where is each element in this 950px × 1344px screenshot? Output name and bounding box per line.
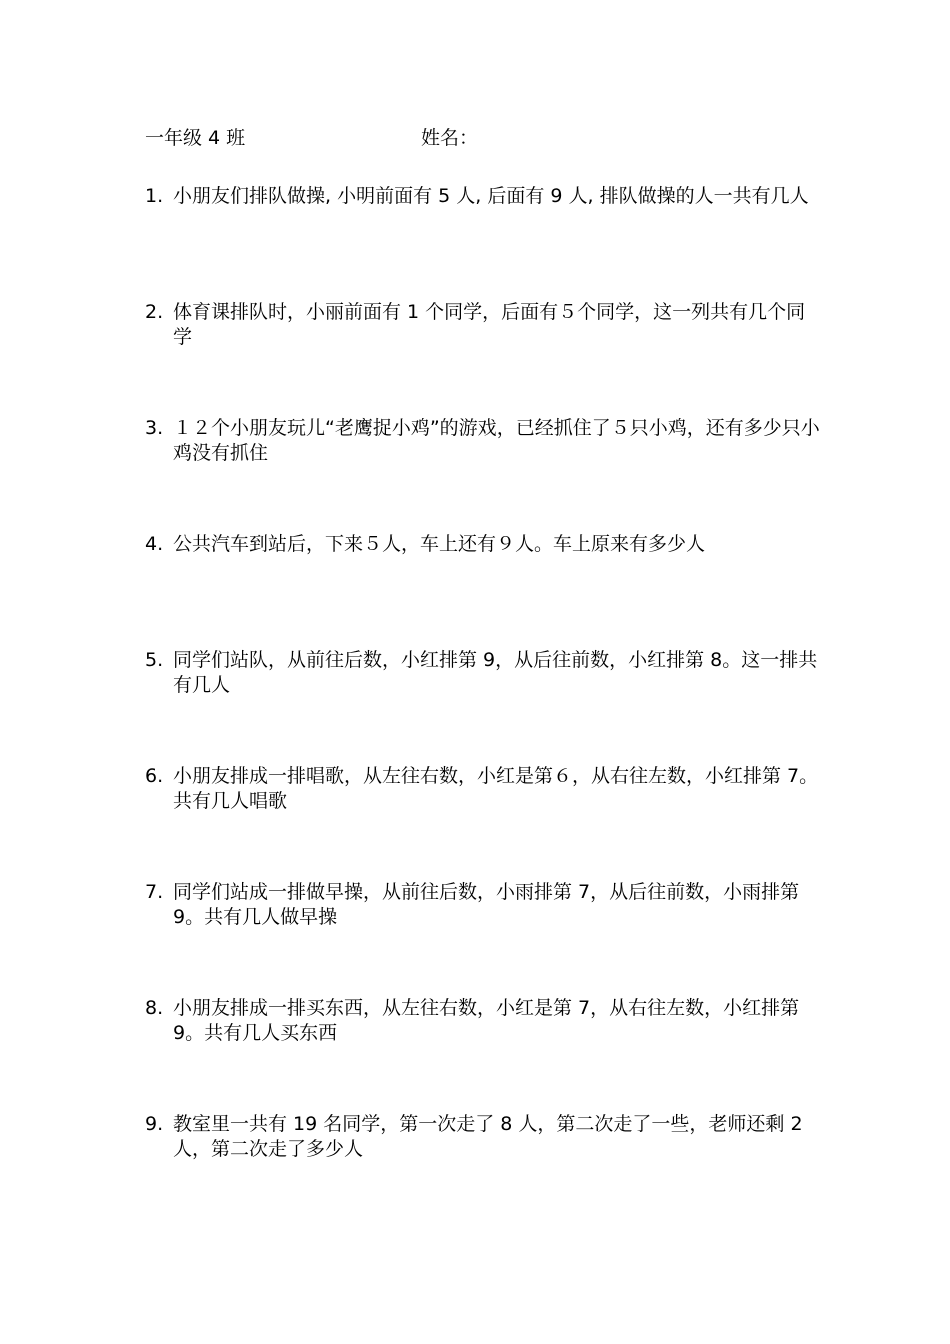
question-number: 8. (145, 997, 164, 1019)
question-number: 6. (145, 765, 164, 787)
question-5 (145, 648, 825, 764)
question-number: 1. (145, 185, 164, 207)
question-text: １２个小朋友玩儿“老鹰捉小鸡”的游戏，已经抓住了５只小鸡，还有多少只小鸡没有抓住 (173, 417, 820, 464)
question-6 (145, 764, 825, 880)
question-text: 小朋友排成一排唱歌，从左往右数，小红是第６，从右往左数，小红排第 7。共有几人唱歌 (173, 765, 819, 812)
class-label: 一年级 4 班 (145, 127, 246, 149)
question-number: 7. (145, 881, 164, 903)
question-1 (145, 184, 825, 300)
question-number: 2. (145, 301, 164, 323)
question-3 (145, 416, 825, 532)
question-4 (145, 532, 825, 648)
question-number: 9. (145, 1113, 164, 1135)
question-text: 同学们站成一排做早操，从前往后数，小雨排第 7，从后往前数，小雨排第 9。共有几人做早操 (173, 881, 800, 928)
question-number: 5. (145, 649, 164, 671)
question-text: 同学们站队，从前往后数，小红排第 9，从后往前数，小红排第 8。这一排共有几人 (173, 649, 818, 696)
question-text: 小朋友排成一排买东西，从左往右数，小红是第 7，从右往左数，小红排第 9。共有几人买东西 (173, 997, 800, 1044)
question-2 (145, 300, 825, 416)
question-9 (145, 1112, 825, 1228)
question-list (145, 184, 825, 1228)
worksheet-header (145, 124, 825, 152)
question-number: 4. (145, 533, 164, 555)
question-number: 3. (145, 417, 164, 439)
question-8 (145, 996, 825, 1112)
question-text: 教室里一共有 19 名同学，第一次走了 8 人，第二次走了一些，老师还剩 2 人，第二次走了多少人 (173, 1113, 803, 1160)
question-text: 体育课排队时，小丽前面有 1 个同学，后面有５个同学，这一列共有几个同学 (173, 301, 806, 348)
name-label: 姓名： (421, 127, 479, 149)
question-text: 公共汽车到站后，下来５人，车上还有９人。车上原来有多少人 (173, 533, 706, 555)
question-7 (145, 880, 825, 996)
question-text: 小朋友们排队做操, 小明前面有 5 人, 后面有 9 人, 排队做操的人一共有几人 (173, 185, 809, 207)
